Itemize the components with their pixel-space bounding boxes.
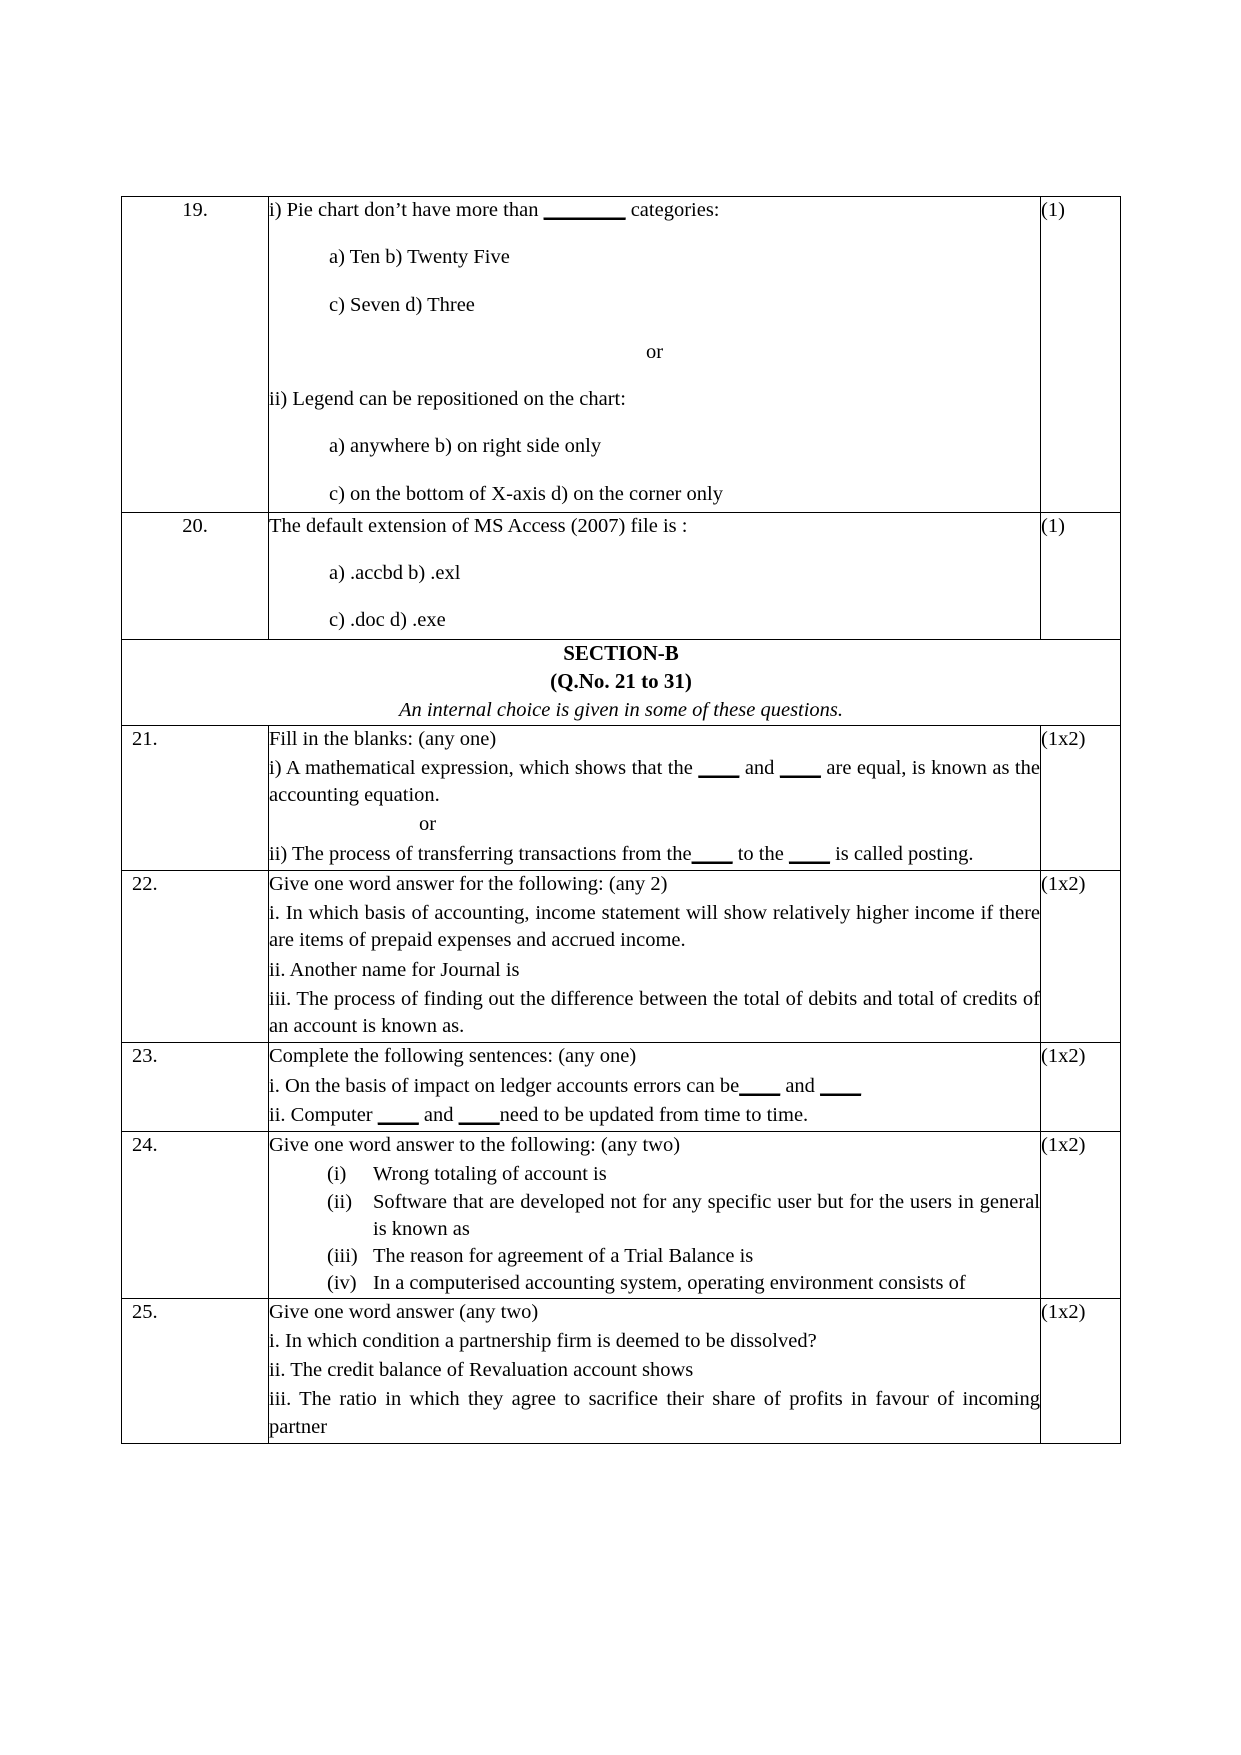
q25-stem: Give one word answer (any two) — [269, 1300, 539, 1323]
q21-i-pre: i) A mathematical expression, which shows that the — [269, 756, 699, 779]
q23-i-blank-1: ____ — [739, 1074, 781, 1097]
q22-item-ii: ii. Another name for Journal is — [269, 958, 520, 981]
list-item — [269, 1270, 1040, 1297]
q25-item-ii: ii. The credit balance of Revaluation account shows — [269, 1359, 694, 1382]
question-body-25 — [269, 1298, 1041, 1443]
marks-20: (1) — [1041, 512, 1121, 639]
q23-ii-blank-2: ____ — [458, 1103, 500, 1126]
q24-marker-i: (i) — [327, 1163, 347, 1186]
q21-ii-blank-2: ____ — [788, 842, 830, 865]
question-body-24 — [269, 1132, 1041, 1299]
q21-ii-pre: ii) The process of transferring transactions from the — [269, 842, 692, 865]
q21-ii-blank-1: ____ — [691, 842, 733, 865]
q21-i-blank-2: ____ — [779, 756, 821, 779]
q19-stem-pre: i) Pie chart don’t have more than — [269, 199, 544, 221]
question-number-19: 19. — [122, 197, 269, 513]
table-row — [122, 197, 1121, 513]
marks-21: (1x2) — [1041, 725, 1121, 870]
q19-blank: ________ — [543, 199, 626, 221]
q23-ii-pre: ii. Computer — [269, 1103, 378, 1126]
marks-23: (1x2) — [1041, 1043, 1121, 1132]
table-row — [122, 512, 1121, 639]
q25-item-iii: iii. The ratio in which they agree to sacrifice their share of profits in favour of incoming partner — [269, 1388, 1040, 1438]
question-body-19 — [269, 197, 1041, 513]
list-item — [269, 1243, 1040, 1270]
q25-item-i: i. In which condition a partnership firm is deemed to be dissolved? — [269, 1329, 817, 1352]
q23-ii-post: need to be updated from time to time. — [499, 1103, 809, 1126]
q19-option2-cd: c) on the bottom of X-axis d) on the corner only — [329, 482, 723, 505]
q19-option-ab: a) Ten b) Twenty Five — [329, 246, 510, 269]
marks-24: (1x2) — [1041, 1132, 1121, 1299]
q19-or-separator: or — [645, 340, 664, 363]
q21-ii-mid: to the — [732, 842, 789, 865]
marks-25: (1x2) — [1041, 1298, 1121, 1443]
question-number-25: 25. — [122, 1298, 269, 1443]
question-number-22: 22. — [122, 870, 269, 1043]
table-row — [122, 1298, 1121, 1443]
list-item — [269, 1189, 1040, 1244]
question-table — [121, 196, 1121, 1444]
q19-option-cd: c) Seven d) Three — [329, 293, 475, 316]
marks-19: (1) — [1041, 197, 1121, 513]
q22-item-iii: iii. The process of finding out the difference between the total of debits and total of credits of an account is known as. — [269, 987, 1040, 1038]
q20-option-cd: c) .doc d) .exe — [329, 609, 446, 632]
question-number-24: 24. — [122, 1132, 269, 1299]
q24-sub-question-list — [269, 1161, 1040, 1297]
q23-i-blank-2: ____ — [820, 1074, 862, 1097]
q20-option-ab: a) .accbd b) .exl — [329, 562, 461, 584]
q21-or-separator: or — [419, 813, 437, 836]
list-item — [269, 1161, 1040, 1188]
question-number-23: 23. — [122, 1043, 269, 1132]
q21-item-i — [269, 755, 1040, 810]
q21-i-blank-1: ____ — [698, 756, 740, 779]
q20-stem: The default extension of MS Access (2007) file is : — [269, 514, 688, 537]
q21-stem: Fill in the blanks: (any one) — [269, 727, 497, 750]
table-row — [122, 870, 1121, 1043]
q23-i-mid: and — [780, 1074, 821, 1097]
table-row — [122, 1132, 1121, 1299]
q21-item-ii — [269, 841, 1040, 868]
question-body-22 — [269, 870, 1041, 1043]
table-row — [122, 1043, 1121, 1132]
marks-22: (1x2) — [1041, 870, 1121, 1043]
q23-item-i — [269, 1073, 1040, 1100]
q21-ii-post: is called posting. — [829, 842, 974, 865]
section-b-range: (Q.No. 21 to 31) — [550, 669, 692, 694]
q23-ii-blank-1: ____ — [377, 1103, 419, 1126]
q19-stem-post: categories: — [625, 199, 720, 221]
question-number-21: 21. — [122, 725, 269, 870]
q19-stem-i — [269, 197, 1040, 224]
q19-stem-ii: ii) Legend can be repositioned on the chart: — [269, 388, 626, 410]
section-b-title: SECTION-B — [563, 640, 679, 665]
question-body-21 — [269, 725, 1041, 870]
q21-i-mid: and — [739, 756, 780, 779]
q23-ii-mid: and — [418, 1103, 459, 1126]
table-row — [122, 725, 1121, 870]
question-number-20: 20. — [122, 512, 269, 639]
q24-marker-ii: (ii) — [327, 1190, 353, 1213]
q24-stem: Give one word answer to the following: (any two) — [269, 1134, 681, 1157]
section-b-header — [122, 639, 1121, 725]
section-b-note: An internal choice is given in some of these questions. — [398, 699, 844, 722]
question-body-23 — [269, 1043, 1041, 1132]
q24-marker-iv: (iv) — [327, 1272, 357, 1295]
section-header-row — [122, 639, 1121, 725]
question-table-container — [121, 196, 1120, 1444]
question-body-20 — [269, 512, 1041, 639]
q23-stem: Complete the following sentences: (any one) — [269, 1045, 637, 1068]
q24-text-iii: The reason for agreement of a Trial Balance is — [373, 1245, 754, 1268]
q22-item-i: i. In which basis of accounting, income statement will show relatively higher income if there are items of prepaid expenses and accrued income. — [269, 902, 1040, 952]
q24-text-ii: Software that are developed not for any specific user but for the users in general is known as — [373, 1190, 1040, 1240]
q24-marker-iii: (iii) — [327, 1245, 358, 1268]
q21-i-post: are equal, is known as the accounting equation. — [269, 756, 1040, 807]
q24-text-i: Wrong totaling of account is — [373, 1163, 607, 1186]
q19-option2-ab: a) anywhere b) on right side only — [329, 435, 602, 458]
q23-i-pre: i. On the basis of impact on ledger accounts errors can be — [269, 1074, 740, 1097]
q24-text-iv: In a computerised accounting system, operating environment consists of — [373, 1272, 966, 1295]
q23-item-ii — [269, 1102, 1040, 1129]
q22-stem: Give one word answer for the following: (any 2) — [269, 872, 668, 895]
